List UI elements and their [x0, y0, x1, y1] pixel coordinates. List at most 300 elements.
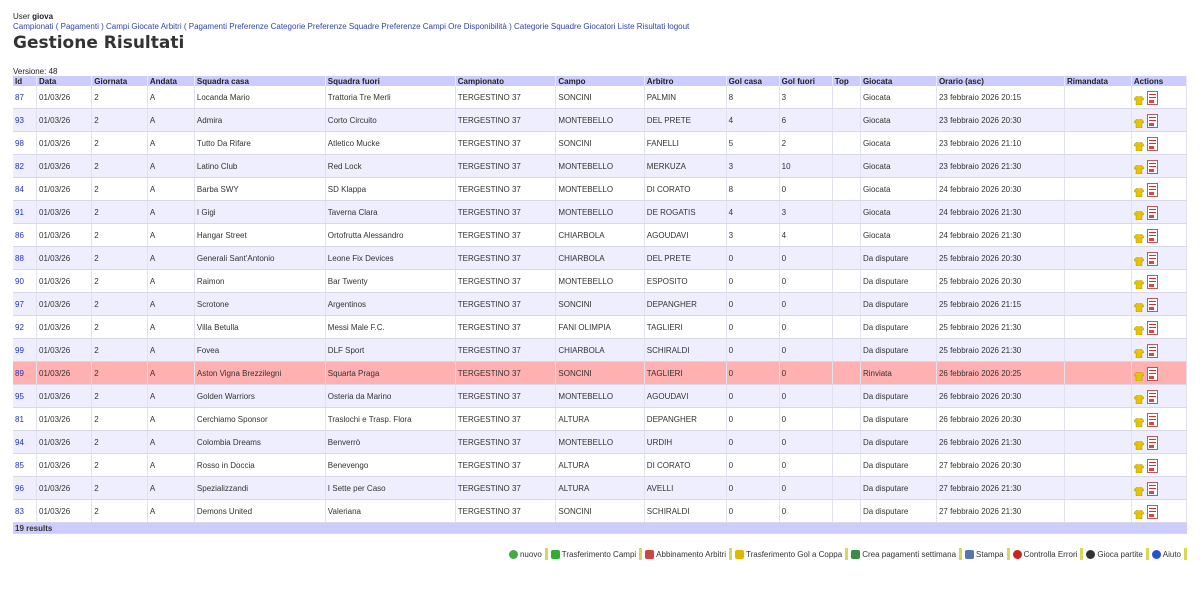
- edit-result-icon[interactable]: [1147, 344, 1158, 358]
- cell-home-goals: 4: [726, 109, 779, 132]
- row-id-link[interactable]: 87: [13, 86, 37, 109]
- cell-status: Da disputare: [860, 477, 936, 500]
- cell-top: [832, 500, 860, 523]
- cell-away-goals: 0: [779, 362, 832, 385]
- cell-top: [832, 454, 860, 477]
- cell-championship: TERGESTINO 37: [455, 270, 556, 293]
- cell-giornata: 2: [92, 385, 148, 408]
- cell-field: MONTEBELLO: [556, 178, 644, 201]
- cell-referee: DEPANGHER: [644, 293, 726, 316]
- cell-referee: DE ROGATIS: [644, 201, 726, 224]
- cell-top: [832, 109, 860, 132]
- crea-pagamenti-settimana-button[interactable]: [848, 548, 962, 560]
- cell-home-goals: 0: [726, 454, 779, 477]
- row-id-link[interactable]: 91: [13, 201, 37, 224]
- cell-away-goals: 0: [779, 270, 832, 293]
- shirt-icon[interactable]: [1134, 418, 1144, 427]
- row-id-link[interactable]: 88: [13, 247, 37, 270]
- nav-link-logout[interactable]: logout: [667, 22, 690, 31]
- nav-link-giocatori[interactable]: Giocatori: [583, 22, 616, 31]
- cell-referee: TAGLIERI: [644, 316, 726, 339]
- cell-postponed: [1065, 477, 1132, 500]
- cell-giornata: 2: [92, 224, 148, 247]
- edit-result-icon[interactable]: [1147, 114, 1158, 128]
- toolbar-button-label: Aiuto: [1162, 549, 1181, 559]
- row-actions: [1134, 434, 1184, 450]
- controlla-errori-button[interactable]: [1010, 548, 1084, 560]
- cell-field: SONCINI: [556, 293, 644, 316]
- bottom-toolbar: [506, 548, 1187, 560]
- row-id-link[interactable]: 89: [13, 362, 37, 385]
- cell-referee: FANELLI: [644, 132, 726, 155]
- table-row: [13, 385, 1187, 408]
- cell-giornata: 2: [92, 155, 148, 178]
- cell-away-team: Benverrò: [325, 431, 455, 454]
- cell-away-goals: 2: [779, 132, 832, 155]
- nav-link-arbitri[interactable]: Arbitri: [160, 22, 182, 31]
- shirt-icon[interactable]: [1134, 464, 1144, 473]
- cell-giornata: 2: [92, 316, 148, 339]
- shirt-icon[interactable]: [1134, 211, 1144, 220]
- nav-paren: (: [183, 22, 187, 31]
- cell-status: Da disputare: [860, 293, 936, 316]
- column-header: Campionato: [455, 76, 556, 86]
- cell-time: 27 febbraio 2026 20:30: [936, 454, 1064, 477]
- cell-top: [832, 247, 860, 270]
- cell-postponed: [1065, 339, 1132, 362]
- row-actions: [1134, 227, 1184, 243]
- row-id-link[interactable]: 99: [13, 339, 37, 362]
- nav-link-categorie[interactable]: Categorie: [270, 22, 306, 31]
- edit-result-icon[interactable]: [1147, 298, 1158, 312]
- printer-icon: [965, 550, 974, 559]
- edit-result-icon[interactable]: [1147, 206, 1158, 220]
- cell-date: 01/03/26: [37, 339, 92, 362]
- cell-actions: [1131, 385, 1186, 408]
- column-header: Rimandata: [1065, 76, 1132, 86]
- cell-field: MONTEBELLO: [556, 201, 644, 224]
- shirt-icon[interactable]: [1134, 510, 1144, 519]
- edit-result-icon[interactable]: [1147, 367, 1158, 381]
- cell-date: 01/03/26: [37, 132, 92, 155]
- cell-field: CHIARBOLA: [556, 224, 644, 247]
- cell-andata: A: [147, 86, 194, 109]
- column-header: Squadra fuori: [325, 76, 455, 86]
- cell-championship: TERGESTINO 37: [455, 109, 556, 132]
- edit-result-icon[interactable]: [1147, 413, 1158, 427]
- nav-link-giocate[interactable]: Giocate: [131, 22, 159, 31]
- nav-link-campi[interactable]: Campi: [422, 22, 446, 31]
- cell-andata: A: [147, 431, 194, 454]
- toolbar-button-label: Gioca partite: [1097, 549, 1143, 559]
- table-row: [13, 408, 1187, 431]
- cell-date: 01/03/26: [37, 224, 92, 247]
- cell-giornata: 2: [92, 247, 148, 270]
- cell-home-team: Raimon: [194, 270, 325, 293]
- cell-status: Da disputare: [860, 500, 936, 523]
- cell-postponed: [1065, 293, 1132, 316]
- cell-time: 27 febbraio 2026 21:30: [936, 500, 1064, 523]
- edit-result-icon[interactable]: [1147, 321, 1158, 335]
- cell-date: 01/03/26: [37, 293, 92, 316]
- cell-postponed: [1065, 247, 1132, 270]
- cell-status: Giocata: [860, 109, 936, 132]
- nav-link-pagamenti[interactable]: Pagamenti: [60, 22, 99, 31]
- cell-championship: TERGESTINO 37: [455, 500, 556, 523]
- cell-actions: [1131, 155, 1186, 178]
- row-actions: [1134, 204, 1184, 220]
- row-id-link[interactable]: 84: [13, 178, 37, 201]
- toolbar-button-label: nuovo: [519, 549, 542, 559]
- edit-result-icon[interactable]: [1147, 505, 1158, 519]
- cell-andata: A: [147, 132, 194, 155]
- cell-actions: [1131, 362, 1186, 385]
- row-actions: [1134, 89, 1184, 105]
- nav-link-pagamenti[interactable]: Pagamenti: [188, 22, 227, 31]
- cell-field: FANI OLIMPIA: [556, 316, 644, 339]
- cell-championship: TERGESTINO 37: [455, 132, 556, 155]
- cell-away-goals: 0: [779, 178, 832, 201]
- cell-andata: A: [147, 293, 194, 316]
- cell-away-goals: 0: [779, 316, 832, 339]
- cell-top: [832, 270, 860, 293]
- cell-championship: TERGESTINO 37: [455, 224, 556, 247]
- cell-away-team: Messi Male F.C.: [325, 316, 455, 339]
- cell-away-team: Traslochi e Trasp. Flora: [325, 408, 455, 431]
- cell-field: SONCINI: [556, 362, 644, 385]
- row-actions: [1134, 273, 1184, 289]
- edit-result-icon[interactable]: [1147, 459, 1158, 473]
- cell-field: MONTEBELLO: [556, 431, 644, 454]
- row-id-link[interactable]: 97: [13, 293, 37, 316]
- cell-away-team: Squarta Praga: [325, 362, 455, 385]
- cell-date: 01/03/26: [37, 155, 92, 178]
- cell-championship: TERGESTINO 37: [455, 339, 556, 362]
- cell-away-goals: 6: [779, 109, 832, 132]
- shirt-icon[interactable]: [1134, 142, 1144, 151]
- cell-postponed: [1065, 178, 1132, 201]
- cell-referee: AGOUDAVI: [644, 385, 726, 408]
- cell-championship: TERGESTINO 37: [455, 408, 556, 431]
- shirt-icon[interactable]: [1134, 303, 1144, 312]
- cell-home-goals: 0: [726, 362, 779, 385]
- cell-postponed: [1065, 86, 1132, 109]
- cell-away-team: Taverna Clara: [325, 201, 455, 224]
- shirt-icon[interactable]: [1134, 96, 1144, 105]
- shirt-icon[interactable]: [1134, 188, 1144, 197]
- money-icon: [851, 550, 860, 559]
- cell-giornata: 2: [92, 201, 148, 224]
- cell-time: 23 febbraio 2026 20:30: [936, 109, 1064, 132]
- cell-giornata: 2: [92, 362, 148, 385]
- cell-status: Da disputare: [860, 454, 936, 477]
- nav-link-preferenze[interactable]: Preferenze: [381, 22, 421, 31]
- edit-result-icon[interactable]: [1147, 137, 1158, 151]
- cell-time: 23 febbraio 2026 20:15: [936, 86, 1064, 109]
- cell-home-goals: 0: [726, 339, 779, 362]
- cell-postponed: [1065, 408, 1132, 431]
- cell-away-team: Trattoria Tre Merli: [325, 86, 455, 109]
- cell-top: [832, 86, 860, 109]
- edit-result-icon[interactable]: [1147, 275, 1158, 289]
- trasferimento-gol-a-coppa-button[interactable]: [732, 548, 848, 560]
- table-row: [13, 500, 1187, 523]
- row-id-link[interactable]: 90: [13, 270, 37, 293]
- shirt-icon[interactable]: [1134, 372, 1144, 381]
- row-actions: [1134, 319, 1184, 335]
- cell-date: 01/03/26: [37, 362, 92, 385]
- cell-home-team: Spezializzandi: [194, 477, 325, 500]
- cell-time: 26 febbraio 2026 20:25: [936, 362, 1064, 385]
- row-id-link[interactable]: 83: [13, 500, 37, 523]
- trophy-icon: [735, 550, 744, 559]
- nav-link-categorie[interactable]: Categorie: [513, 22, 549, 31]
- trasferimento-campi-button[interactable]: [548, 548, 642, 560]
- row-actions: [1134, 296, 1184, 312]
- row-id-link[interactable]: 82: [13, 155, 37, 178]
- cell-actions: [1131, 201, 1186, 224]
- edit-result-icon[interactable]: [1147, 183, 1158, 197]
- cell-date: 01/03/26: [37, 201, 92, 224]
- cell-championship: TERGESTINO 37: [455, 431, 556, 454]
- table-row: [13, 293, 1187, 316]
- cell-status: Giocata: [860, 201, 936, 224]
- shirt-icon[interactable]: [1134, 395, 1144, 404]
- cell-andata: A: [147, 477, 194, 500]
- cell-referee: DI CORATO: [644, 454, 726, 477]
- abbinamento-arbitri-button[interactable]: [642, 548, 732, 560]
- cell-referee: SCHIRALDI: [644, 500, 726, 523]
- cell-actions: [1131, 316, 1186, 339]
- cell-away-goals: 0: [779, 339, 832, 362]
- cell-postponed: [1065, 500, 1132, 523]
- cell-away-goals: 0: [779, 408, 832, 431]
- cell-referee: PALMIN: [644, 86, 726, 109]
- nav-link-campi[interactable]: Campi: [106, 22, 130, 31]
- edit-result-icon[interactable]: [1147, 252, 1158, 266]
- table-row: [13, 454, 1187, 477]
- cell-away-team: Leone Fix Devices: [325, 247, 455, 270]
- cell-actions: [1131, 477, 1186, 500]
- row-actions: [1134, 457, 1184, 473]
- cell-actions: [1131, 247, 1186, 270]
- column-header: Giocata: [860, 76, 936, 86]
- cell-giornata: 2: [92, 270, 148, 293]
- cell-giornata: 2: [92, 293, 148, 316]
- cell-postponed: [1065, 431, 1132, 454]
- nav-link-preferenze[interactable]: Preferenze: [307, 22, 347, 31]
- nuovo-button[interactable]: [506, 548, 548, 560]
- cell-giornata: 2: [92, 109, 148, 132]
- gioca-partite-button[interactable]: [1083, 548, 1148, 560]
- row-id-link[interactable]: 92: [13, 316, 37, 339]
- nav-link-liste[interactable]: Liste: [617, 22, 635, 31]
- results-footer-row: [13, 523, 1187, 534]
- cell-away-goals: 0: [779, 247, 832, 270]
- cell-giornata: 2: [92, 86, 148, 109]
- row-actions: [1134, 388, 1184, 404]
- row-id-link[interactable]: 98: [13, 132, 37, 155]
- cell-home-goals: 0: [726, 270, 779, 293]
- table-row: [13, 224, 1187, 247]
- cell-andata: A: [147, 224, 194, 247]
- cell-referee: TAGLIERI: [644, 362, 726, 385]
- nav-link-squadre[interactable]: Squadre: [550, 22, 582, 31]
- nav-link-preferenze[interactable]: Preferenze: [229, 22, 269, 31]
- aiuto-button[interactable]: [1149, 548, 1187, 560]
- table-row: [13, 431, 1187, 454]
- stampa-button[interactable]: [962, 548, 1010, 560]
- row-id-link[interactable]: 96: [13, 477, 37, 500]
- cell-status: Da disputare: [860, 408, 936, 431]
- shirt-icon[interactable]: [1134, 234, 1144, 243]
- cell-date: 01/03/26: [37, 477, 92, 500]
- cell-home-team: Golden Warriors: [194, 385, 325, 408]
- row-id-link[interactable]: 93: [13, 109, 37, 132]
- shirt-icon[interactable]: [1134, 349, 1144, 358]
- cell-championship: TERGESTINO 37: [455, 454, 556, 477]
- cell-top: [832, 155, 860, 178]
- cell-home-goals: 0: [726, 247, 779, 270]
- cell-championship: TERGESTINO 37: [455, 385, 556, 408]
- nav-link-ore[interactable]: Ore: [448, 22, 462, 31]
- row-actions: [1134, 181, 1184, 197]
- edit-result-icon[interactable]: [1147, 482, 1158, 496]
- row-id-link[interactable]: 94: [13, 431, 37, 454]
- cell-status: Giocata: [860, 224, 936, 247]
- nav-paren: (: [55, 22, 59, 31]
- cell-andata: A: [147, 109, 194, 132]
- column-header: Gol fuori: [779, 76, 832, 86]
- cell-referee: SCHIRALDI: [644, 339, 726, 362]
- row-actions: [1134, 250, 1184, 266]
- cell-championship: TERGESTINO 37: [455, 316, 556, 339]
- cell-home-team: Hangar Street: [194, 224, 325, 247]
- cell-date: 01/03/26: [37, 86, 92, 109]
- cell-top: [832, 362, 860, 385]
- cell-postponed: [1065, 385, 1132, 408]
- cell-date: 01/03/26: [37, 270, 92, 293]
- cell-field: MONTEBELLO: [556, 109, 644, 132]
- column-header[interactable]: Orario (asc): [936, 76, 1064, 86]
- table-row: [13, 316, 1187, 339]
- table-row: [13, 155, 1187, 178]
- toolbar-button-label: Trasferimento Gol a Coppa: [746, 549, 843, 559]
- edit-result-icon[interactable]: [1147, 436, 1158, 450]
- cell-time: 23 febbraio 2026 21:10: [936, 132, 1064, 155]
- cell-postponed: [1065, 316, 1132, 339]
- cell-home-team: I Gigi: [194, 201, 325, 224]
- edit-result-icon[interactable]: [1147, 91, 1158, 105]
- shirt-icon[interactable]: [1134, 119, 1144, 128]
- edit-result-icon[interactable]: [1147, 390, 1158, 404]
- cell-away-team: Corto Circuito: [325, 109, 455, 132]
- table-row: [13, 247, 1187, 270]
- nav-link-campionati[interactable]: Campionati: [13, 22, 54, 31]
- cell-giornata: 2: [92, 339, 148, 362]
- toolbar-button-label: Trasferimento Campi: [561, 549, 637, 559]
- cell-field: ALTURA: [556, 477, 644, 500]
- cell-andata: A: [147, 270, 194, 293]
- row-actions: [1134, 158, 1184, 174]
- cell-time: 26 febbraio 2026 20:30: [936, 408, 1064, 431]
- cell-away-goals: 0: [779, 454, 832, 477]
- nav-link-squadre[interactable]: Squadre: [348, 22, 380, 31]
- cell-field: SONCINI: [556, 86, 644, 109]
- cell-top: [832, 385, 860, 408]
- table-row: [13, 109, 1187, 132]
- cell-date: 01/03/26: [37, 500, 92, 523]
- cell-time: 24 febbraio 2026 21:30: [936, 224, 1064, 247]
- cell-referee: AGOUDAVI: [644, 224, 726, 247]
- cell-championship: TERGESTINO 37: [455, 247, 556, 270]
- row-actions: [1134, 411, 1184, 427]
- row-id-link[interactable]: 81: [13, 408, 37, 431]
- shirt-icon[interactable]: [1134, 257, 1144, 266]
- toolbar-button-label: Controlla Errori: [1023, 549, 1078, 559]
- cell-home-team: Latino Club: [194, 155, 325, 178]
- shirt-icon[interactable]: [1134, 280, 1144, 289]
- cell-referee: DI CORATO: [644, 178, 726, 201]
- row-id-link[interactable]: 95: [13, 385, 37, 408]
- cell-andata: A: [147, 155, 194, 178]
- table-row: [13, 362, 1187, 385]
- shirt-icon[interactable]: [1134, 165, 1144, 174]
- cell-referee: MERKUZA: [644, 155, 726, 178]
- cell-postponed: [1065, 109, 1132, 132]
- cell-date: 01/03/26: [37, 178, 92, 201]
- cell-home-team: Locanda Mario: [194, 86, 325, 109]
- leaf-icon: [551, 550, 560, 559]
- cell-postponed: [1065, 224, 1132, 247]
- row-id-link[interactable]: 86: [13, 224, 37, 247]
- cell-away-goals: 0: [779, 385, 832, 408]
- cell-away-goals: 0: [779, 477, 832, 500]
- help-icon: [1152, 550, 1161, 559]
- cell-away-team: Bar Twenty: [325, 270, 455, 293]
- column-header: Top: [832, 76, 860, 86]
- cell-away-goals: 3: [779, 86, 832, 109]
- row-id-link[interactable]: 85: [13, 454, 37, 477]
- cell-top: [832, 224, 860, 247]
- cell-actions: [1131, 86, 1186, 109]
- cell-away-team: I Sette per Caso: [325, 477, 455, 500]
- cell-home-goals: 0: [726, 500, 779, 523]
- toolbar-button-label: Stampa: [976, 549, 1004, 559]
- edit-result-icon[interactable]: [1147, 229, 1158, 243]
- cell-home-team: Generali Sant'Antonio: [194, 247, 325, 270]
- cell-giornata: 2: [92, 454, 148, 477]
- cell-andata: A: [147, 408, 194, 431]
- nav-link-risultati[interactable]: Risultati: [636, 22, 666, 31]
- cell-status: Giocata: [860, 86, 936, 109]
- nav-link-disponibilità[interactable]: Disponibilità: [463, 22, 507, 31]
- cell-home-goals: 0: [726, 293, 779, 316]
- shirt-icon[interactable]: [1134, 441, 1144, 450]
- cell-andata: A: [147, 247, 194, 270]
- cell-home-team: Aston Vigna Brezzilegni: [194, 362, 325, 385]
- cell-top: [832, 132, 860, 155]
- shirt-icon[interactable]: [1134, 326, 1144, 335]
- row-actions: [1134, 112, 1184, 128]
- row-actions: [1134, 342, 1184, 358]
- cell-giornata: 2: [92, 431, 148, 454]
- cell-top: [832, 293, 860, 316]
- column-header: Campo: [556, 76, 644, 86]
- shirt-icon[interactable]: [1134, 487, 1144, 496]
- edit-result-icon[interactable]: [1147, 160, 1158, 174]
- table-row: [13, 477, 1187, 500]
